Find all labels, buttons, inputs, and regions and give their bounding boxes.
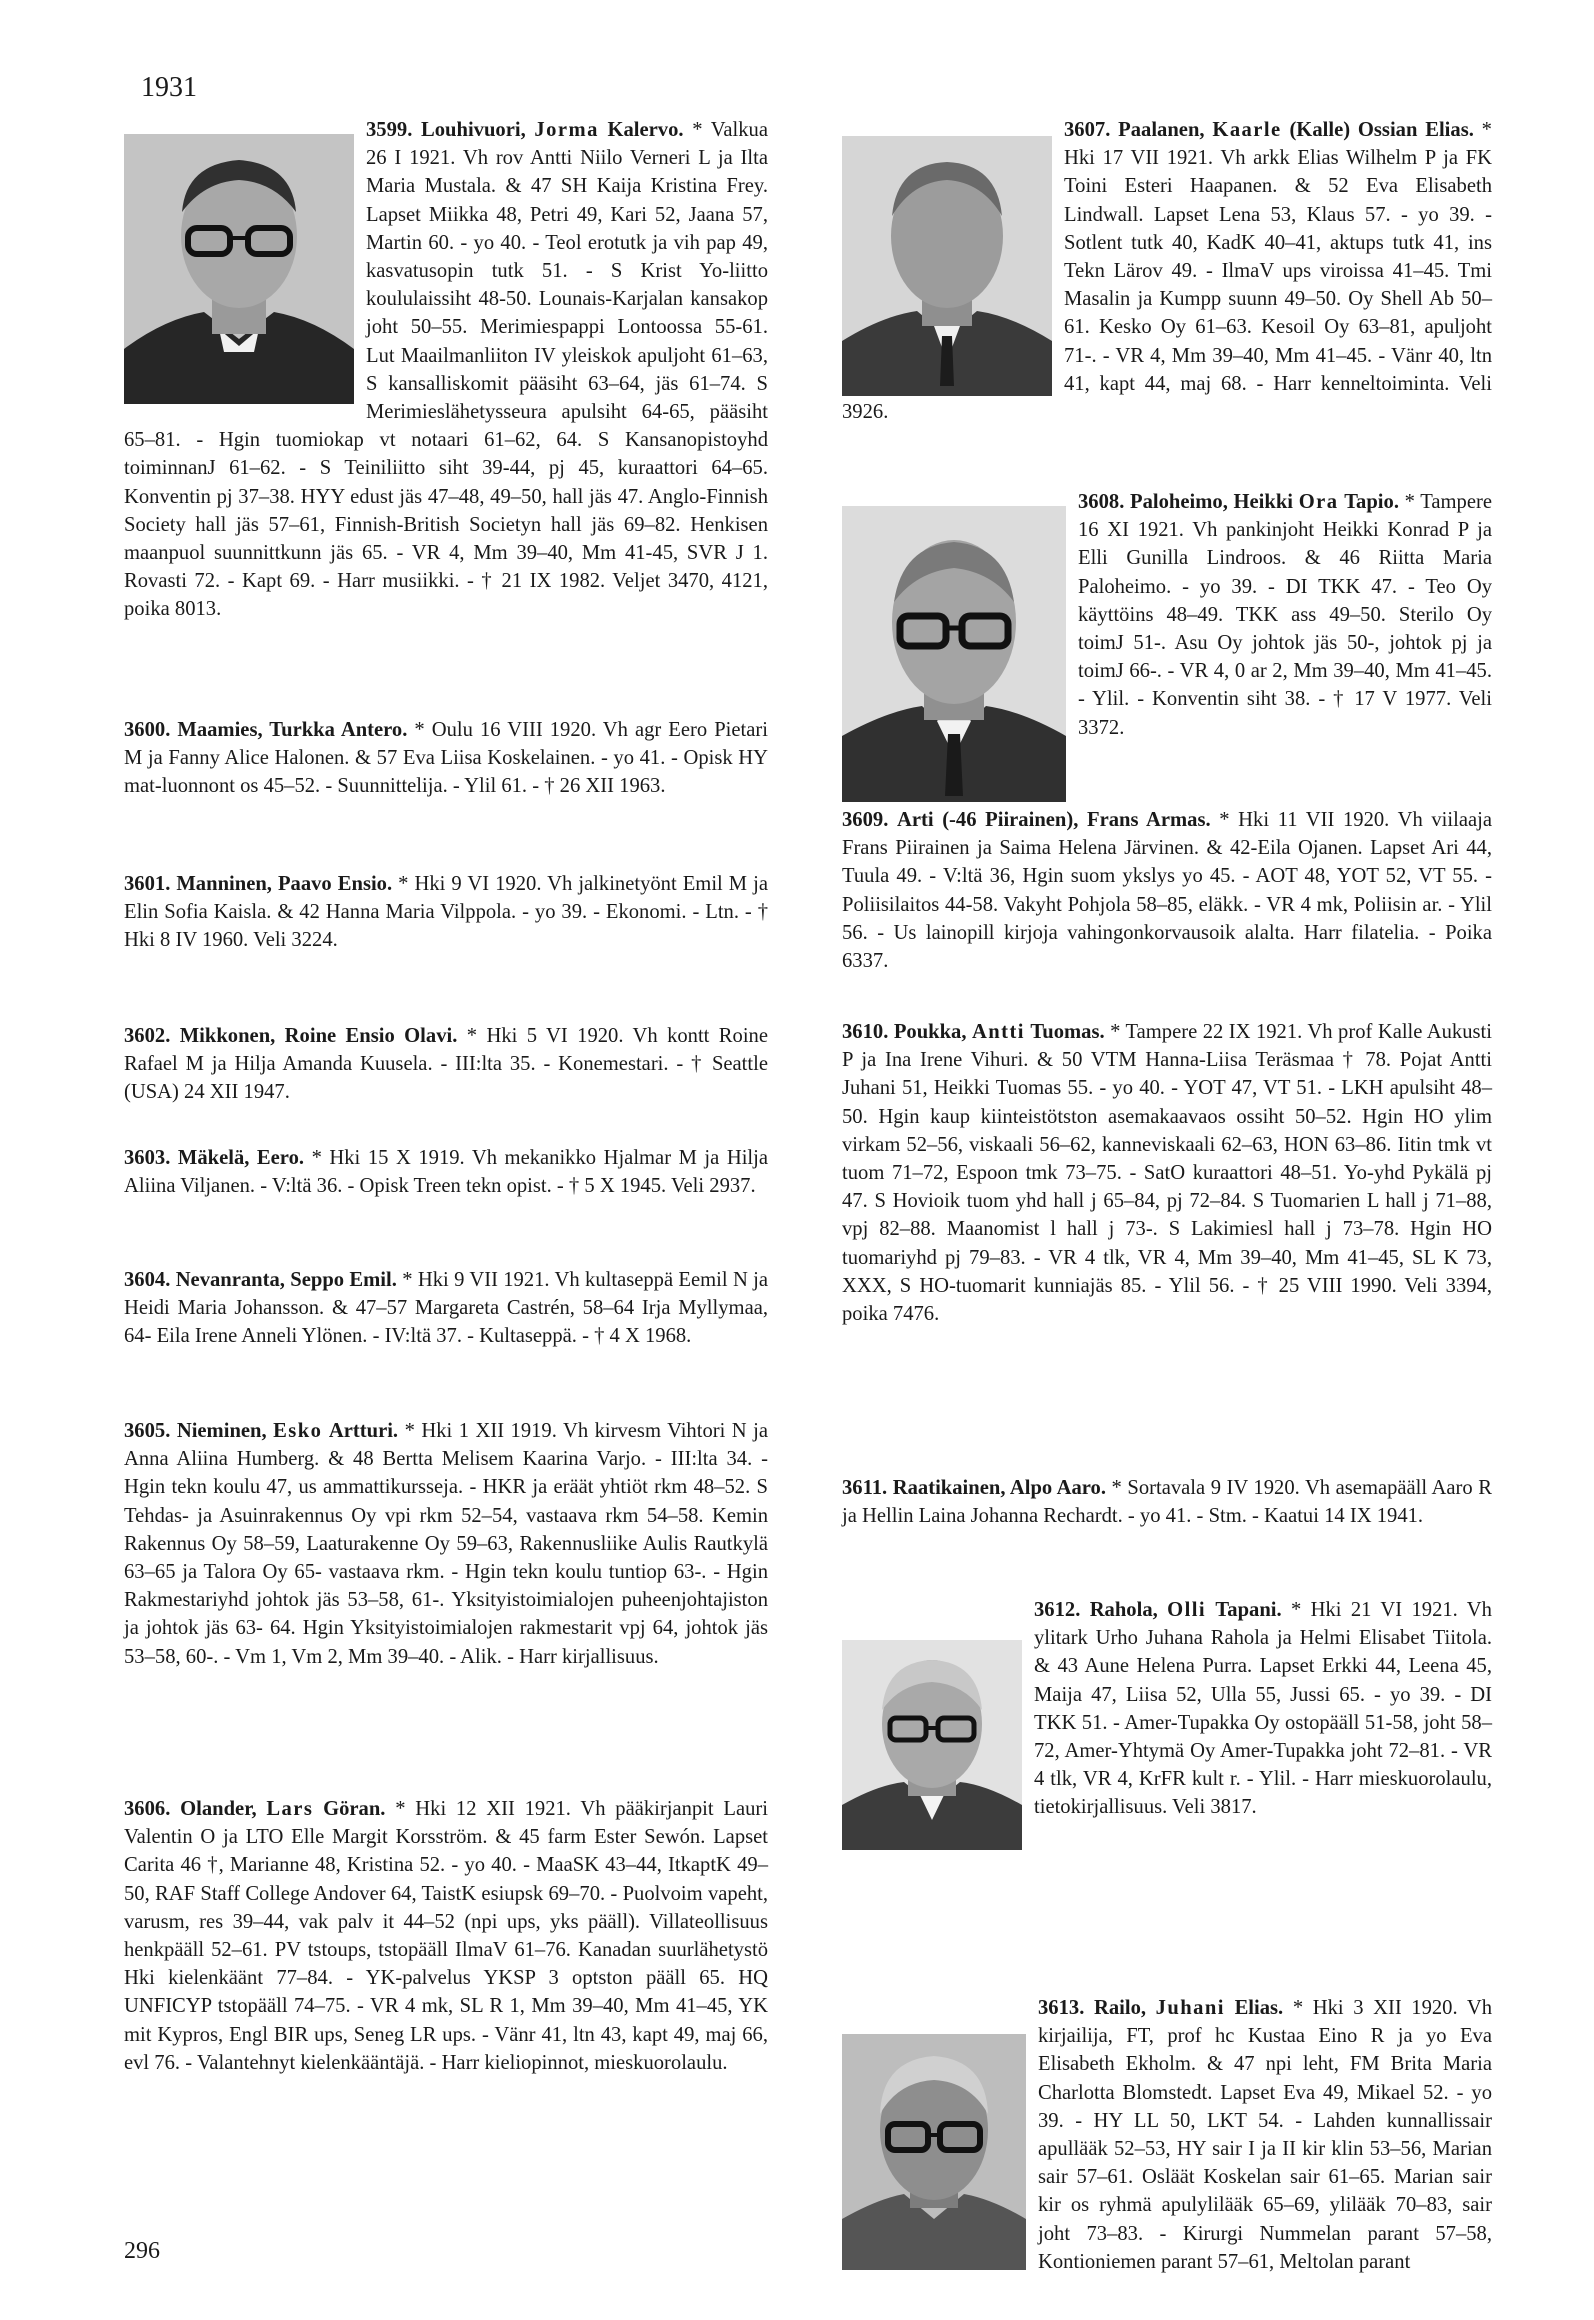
entry-surname: Railo,: [1093, 1997, 1147, 2019]
entry-3604: [124, 1266, 768, 1351]
portrait-photo: [842, 1640, 1022, 1850]
entry-name-rest: Tapio.: [1344, 491, 1399, 513]
entry-firstname: Jorma: [534, 119, 599, 141]
entry-name-rest: Artturi.: [328, 1420, 399, 1442]
entry-surname: Olander,: [180, 1798, 257, 1820]
entry-firstname: Lars: [266, 1798, 314, 1820]
entry-3610: [842, 1018, 1492, 1328]
entry-number: 3610.: [842, 1021, 889, 1043]
entry-surname: Nevanranta, Seppo Emil.: [175, 1269, 397, 1291]
entry-text: * Tampere 16 XI 1921. Vh pankinjoht Heikki Konrad P ja Elli Gunilla Lindroos. & 46 Riitta Maria Paloheimo. - yo 39. - DI TKK 47. - Teo Oy käyttöins 48–49. TKK ass 49–50. Sterilo Oy toimJ 51-. Asu Oy johtok jäs 50-, johtok pj ja toimJ 66-. - VR 4, 0 ar 2, Mm 39–40, Mm 41–45. - Ylil. - Konventin siht 38. - † 17 V 1977. Veli 3372.: [1078, 491, 1492, 739]
portrait-photo: [842, 506, 1066, 802]
entry-3599: [124, 116, 768, 624]
entry-firstname: Ora: [1298, 491, 1339, 513]
portrait-photo: [842, 136, 1052, 396]
page-number: 296: [124, 2238, 160, 2264]
entry-text: * Hki 1 XII 1919. Vh kirvesm Vihtori N ja Anna Aliina Humberg. & 48 Bertta Melisem Kaarina Varjo. - III:lta 34. - Hgin tekn koulu 47, us ammattikursseja. - HKR ja eräät yhtiöt rkm 48–52. S Tehdas- ja Asuinrakennus Oy vpi rkm 52–54, vastaava rkm 54–58. Kemin Rakennus Oy 58–59, Laaturakenne Oy 59–63, Rakennusliike Aulis Rautkylä 63–65 ja Talora Oy 65- vastaava rkm. - Hgin tekn koulu tuntiop 63-. - Hgin Rakmestariyhd johtok jäs 53–58, 61-. Yksityistoimialojen puheenjohtajiston ja johtok jäs 63- 64. Hgin Yksityistoimialojen rakmestarit vpj 64, johtok jäs 53–58, 60-. - Vm 1, Vm 2, Mm 39–40. - Alik. - Harr kirjallisuus.: [124, 1420, 768, 1668]
entry-text: * Sortavala 9 IV 1920. Vh asemapääll Aaro R ja Hellin Laina Johanna Rechardt. - yo 41. - Stm. - Kaatui 14 IX 1941.: [842, 1477, 1492, 1528]
entry-text: * Hki 9 VI 1920. Vh jalkinetyönt Emil M ja Elin Sofia Kaisla. & 42 Hanna Maria Vilppola. - yo 39. - Ekonomi. - Ltn. - † Hki 8 IV 1960. Veli 3224.: [124, 873, 768, 952]
entry-firstname: Juhani: [1155, 1997, 1225, 2019]
entry-number: 3612.: [1034, 1599, 1081, 1621]
entry-number: 3613.: [1038, 1997, 1085, 2019]
entry-name-rest: Kalervo.: [607, 119, 684, 141]
entry-surname: Maamies, Turkka Antero.: [177, 719, 408, 741]
entry-text: * Valkua 26 I 1921. Vh rov Antti Niilo Verneri L ja Ilta Maria Mustala. & 47 SH Kaija Kristina Frey. Lapset Miikka 48, Petri 49, Kari 52, Jaana 57, Martin 60. - yo 40. - Teol erotutk ja vih pap 49, kasvatusopin tutk 51. - S Krist Yo-liitto koululaissiht 48-50. Lounais-Karjalan kansakop joht 50–55. Merimiespappi Lontoossa 55-61. Lut Maailmanliiton IV yleiskok apuljoht 61–63, S kansalliskomit pääsiht 63–64, jäs 61–74. S Merimieslähetysseura apulsiht 64-65, pääsiht 65–81. - Hgin tuomiokap vt notaari 61–62, 64. S Kansanopistoyhd toiminnanJ 61–62. - S Teiniliitto siht 39-44, pj 45, kuraattori 64–65. Konventin pj 37–38. HYY edust jäs 47–48, 49–50, hall jäs 47. Anglo-Finnish Society hall jäs 57–61, Finnish-British Societyn hall jäs 69–82. Henkisen maanpuol suunnittkunn jäs 65. - VR 4, Mm 39–40, Mm 41-45, SVR J 1. Rovasti 72. - Kapt 69. - Harr musiikki. - † 21 IX 1982. Veljet 3470, 4121, poika 8013.: [124, 119, 768, 621]
entry-surname: Manninen, Paavo Ensio.: [176, 873, 393, 895]
entry-text: * Hki 12 XII 1921. Vh pääkirjanpit Lauri Valentin O ja LTO Elle Margit Korsström. & 45 farm Ester Sewón. Lapset Carita 46 †, Marianne 48, Kristina 52. - yo 40. - MaaSK 43–44, ItkaptK 49–50, RAF Staff College Andover 64, TaistK esiupsk 69–70. - Puolvoim vapeht, varusm, res 39–44, vak palv it 44–52 (npi ups, yks pääll). Villateollisuus henkpääll 52–61. PV tstoups, tstopääll IlmaV 61–76. Kanadan suurlähetystö Hki kielenkäänt 77–84. - YK-palvelus YKSP 3 optston pääll 65. HQ UNFICYP tstopääll 74–75. - VR 4 mk, SL R 1, Mm 39–40, Mm 41–45, YK mit Kypros, Engl BIR ups, Seneg LR ups. - Vänr 41, ltn 43, kapt 49, maj 66, evl 76. - Valantehnyt kielenkääntäjä. - Harr kieliopinnot, mieskuorolaulu.: [124, 1798, 768, 2074]
entry-surname: Nieminen,: [176, 1420, 267, 1442]
entry-name-rest: Ossian Elias.: [1357, 119, 1474, 141]
entry-name-rest: Göran.: [323, 1798, 386, 1820]
entry-surname: Rahola,: [1089, 1599, 1158, 1621]
entry-name-paren: (Kalle): [1289, 119, 1351, 141]
entry-3606: [124, 1795, 768, 2077]
entry-number: 3607.: [1064, 119, 1111, 141]
entry-3600: [124, 716, 768, 801]
entry-3612: [842, 1596, 1492, 1852]
entry-3613: [842, 1994, 1492, 2276]
entry-number: 3605.: [124, 1420, 171, 1442]
entry-firstname: Antti: [971, 1021, 1025, 1043]
entry-text: * Tampere 22 IX 1921. Vh prof Kalle Aukusti P ja Ina Irene Vihuri. & 50 VTM Hanna-Liisa Teräsmaa † 78. Pojat Antti Juhani 51, Heikki Tuomas 55. - yo 40. - YOT 47, VT 51. - LKH apulsiht 48–50. Hgin kaup kiinteistötston asemakaavaos ossiht 50–52. Hgin HO ylim virkam 52–56, viskaali 56–62, kanneviskaali 62–63, HON 63–86. Iitin tmk vt tuom 71–72, Espoon tmk 73–75. - SatO kuraattori 48–51. Yo-yhd Pykälä pj 47. S Hovioik tuom yhd hall j 65–84, pj 72–84. S Tuomarien L hall j 71–88, vpj 82–88. Maanomist l hall j 73-. S Lakimiesl hall j 73–78. Hgin HO tuomariyhd pj 79–83. - VR 4 tlk, VR 4, Mm 39–40, Mm 41–45, SL K 73, XXX, S HO-tuomarit kunniajäs 85. - Ylil 56. - † 25 VIII 1990. Veli 3394, poika 7476.: [842, 1021, 1492, 1326]
entry-number: 3611.: [842, 1477, 888, 1499]
entry-name-rest: Elias.: [1234, 1997, 1284, 2019]
entry-number: 3608.: [1078, 491, 1125, 513]
entry-text: * Hki 5 VI 1920. Vh kontt Roine Rafael M ja Hilja Amanda Kuusela. - III:lta 35. - Konemestari. - † Seattle (USA) 24 XII 1947.: [124, 1025, 768, 1104]
entry-number: 3602.: [124, 1025, 171, 1047]
entry-3607: [842, 116, 1492, 426]
entry-name-rest: Tuomas.: [1030, 1021, 1105, 1043]
entry-firstname: Esko: [273, 1420, 323, 1442]
entry-surname: Louhivuori,: [421, 119, 526, 141]
entry-number: 3599.: [366, 119, 413, 141]
portrait-photo: [124, 134, 354, 404]
entry-number: 3609.: [842, 809, 889, 831]
entry-3608: [842, 488, 1492, 804]
entry-surname: Poukka,: [893, 1021, 967, 1043]
entry-3601: [124, 870, 768, 955]
entry-surname: Arti (-46 Piirainen), Frans Armas.: [896, 809, 1211, 831]
entry-surname: Raatikainen, Alpo Aaro.: [892, 1477, 1106, 1499]
entry-text: * Hki 3 XII 1920. Vh kirjailija, FT, prof hc Kustaa Eino R ja yo Eva Elisabeth Ekholm. & 47 npi leht, FM Brita Maria Charlotta Blomstedt. Lapset Eva 49, Mikael 52. - yo 39. - HY LL 50, LKT 54. - Lahden kunnallissair apullääk 52–53, HY sair I ja II kir klin 53–56, Marian sair 57–61. Osläät Koskelan sair 61–65. Marian sair kir os ryhmä apulylilääk 65–69, ylilääk 70–83, sair joht 73–83. - Kirurgi Nummelan parant 57–58, Kontioniemen parant 57–61, Meltolan parant: [1038, 1997, 1493, 2273]
entry-surname: Paalanen,: [1118, 119, 1205, 141]
entry-text: * Hki 9 VII 1921. Vh kultaseppä Eemil N ja Heidi Maria Johansson. & 47–57 Margareta Castrén, 58–64 Irja Myllymaa, 64- Eila Irene Anneli Ylönen. - IV:ltä 37. - Kultaseppä. - † 4 X 1968.: [124, 1269, 769, 1348]
entry-name-rest: Tapani.: [1215, 1599, 1282, 1621]
entry-text: * Hki 17 VII 1921. Vh arkk Elias Wilhelm P ja FK Toini Esteri Haapanen. & 52 Eva Elisabeth Lindwall. Lapset Lena 53, Klaus 57. - yo 39. - Sotlent tutk 40, KadK 40–41, aktups tutk 41, ins Tekn Lärov 49. - IlmaV ups viroissa 41–45. Tmi Masalin ja Kumpp suunn 49–50. Oy Shell Ab 50–61. Kesko Oy 61–63. Kesoil Oy 63–81, apuljoht 71-. - VR 4, Mm 39–40, Mm 41–45. - Vänr 40, ltn 41, kapt 44, maj 68. - Harr kenneltoiminta. Veli 3926.: [842, 119, 1492, 424]
entry-firstname: Olli: [1167, 1599, 1207, 1621]
entry-3603: [124, 1144, 768, 1200]
entry-3609: [842, 806, 1492, 975]
entry-text: * Hki 21 VI 1921. Vh ylitark Urho Juhana Rahola ja Helmi Elisabet Tiitola. & 43 Aune Helena Purra. Lapset Erkki 44, Leena 45, Maija 47, Liisa 52, Ulla 55, Jussi 65. - yo 39. - DI TKK 51. - Amer-Tupakka Oy ostopääll 51-58, joht 58–72, Amer-Yhtymä Oy Amer-Tupakka joht 72–81. - VR 4 tlk, VR 4, KrFR kult r. - Ylil. - Harr mieskuorolaulu, tietokirjallisuus. Veli 3817.: [1034, 1599, 1492, 1819]
entry-surname: Mäkelä, Eero.: [177, 1147, 305, 1169]
entry-firstname: Kaarle: [1212, 119, 1282, 141]
entry-text: * Hki 11 VII 1920. Vh viilaaja Frans Piirainen ja Saima Helena Järvinen. & 42-Eila Ojanen. Lapset Ari 44, Tuula 49. - V:ltä 36, Hgin suom ykslys yo 45. - AOT 48, YOT 52, VT 55. - Poliisilaitos 44-58. Vakyht Pohjola 58–85, eläkk. - VR 4 mk, Poliisin ar. - Ylil 56. - Us lainopill kirjoja vahingonkorvausoik alalta. Harr filatelia. - Poika 6337.: [842, 809, 1492, 973]
year-header: 1931: [141, 72, 197, 103]
entry-number: 3603.: [124, 1147, 171, 1169]
entry-number: 3600.: [124, 719, 171, 741]
portrait-photo: [842, 2034, 1026, 2270]
entry-3602: [124, 1022, 768, 1107]
entry-text: * Oulu 16 VIII 1920. Vh agr Eero Pietari M ja Fanny Alice Halonen. & 57 Eva Liisa Koskelainen. - yo 41. - Opisk HY mat-luonnont os 45–52. - Suunnittelija. - Ylil 61. - † 26 XII 1963.: [124, 719, 768, 798]
entry-3611: [842, 1474, 1492, 1530]
entry-text: * Hki 15 X 1919. Vh mekanikko Hjalmar M ja Hilja Aliina Viljanen. - V:ltä 36. - Opisk Treen tekn opist. - † 5 X 1945. Veli 2937.: [124, 1147, 769, 1198]
entry-surname: Mikkonen, Roine Ensio Olavi.: [179, 1025, 458, 1047]
entry-number: 3606.: [124, 1798, 171, 1820]
entry-number: 3601.: [124, 873, 171, 895]
entry-surname: Paloheimo, Heikki: [1130, 491, 1294, 513]
entry-number: 3604.: [124, 1269, 171, 1291]
entry-3605: [124, 1417, 768, 1671]
